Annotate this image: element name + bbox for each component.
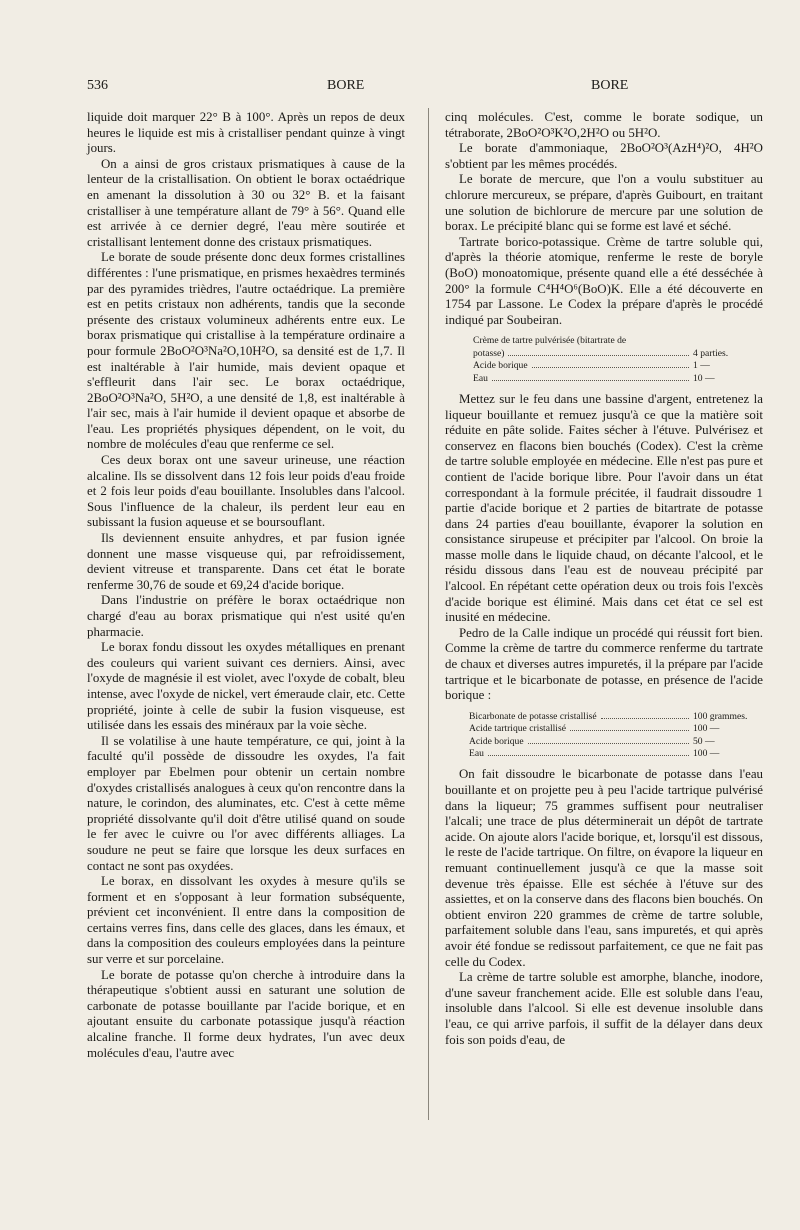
ingredient-name: Acide borique: [469, 735, 524, 747]
right-paragraphs-top: [445, 110, 763, 328]
ingredient-quantity: 10 —: [693, 372, 715, 384]
ingredient-name: Bicarbonate de potasse cristallisé: [469, 710, 597, 722]
dot-leader: [508, 354, 689, 356]
ingredient-quantity: 1 —: [693, 360, 710, 372]
recipe-table-tartre: [473, 335, 741, 385]
paragraph: Le borax fondu dissout les oxydes métalliques en prenant des couleurs qui varient suivant ces derniers. Ainsi, avec l'oxyde de magnésie il est violet, avec l'oxyde de cobalt, bleu intense, avec l'oxyde de nickel, vert émeraude clair, etc. Cette propriété, jointe à celle de subir la fusion visqueuse, est utilisée dans les essais des minéraux par la voie sèche.: [87, 640, 405, 733]
paragraph: Pedro de la Calle indique un procédé qui réussit fort bien. Comme la crème de tartre du commerce renferme du tartrate de chaux et diverses autres impuretés, il la prépare par l'acide tartrique et le bicarbonate de potasse, en présence de l'acide borique :: [445, 625, 763, 703]
paragraph: La crème de tartre soluble est amorphe, blanche, inodore, d'une saveur franchement acide. Elle est soluble dans l'eau, insoluble dans l'alcool. Si elle est devenue insoluble dans l'eau, ce qui arrive parfois, il suffit de la délayer dans deux fois son poids d'eau, de: [445, 970, 763, 1047]
ingredient-name: potasse): [473, 347, 505, 359]
paragraph: Le borate de potasse qu'on cherche à introduire dans la thérapeutique s'obtient aussi en saturant une solution de carbonate de potasse bouillante par l'acide borique, et en ajoutant ensuite du carbonate potassique jusqu'à réaction alcaline franche. Il forme deux hydrates, l'un avec deux molécules d'eau, l'autre avec: [87, 967, 405, 1060]
paragraph: liquide doit marquer 22° B à 100°. Après un repos de deux heures le liquide est mis à cristalliser pendant quinze à vingt jours.: [87, 110, 405, 156]
right-paragraphs-bottom: [445, 767, 763, 1048]
recipe-row: [473, 348, 741, 360]
right-paragraphs-middle: [445, 392, 763, 704]
ingredient-name: Eau: [469, 748, 484, 760]
paragraph: Le borate de mercure, que l'on a voulu substituer au chlorure mercureux, se prépare, d'après Guibourt, en traitant une solution de bichlorure de mercure par une solution de borax. Le précipité blanc qui se forme est lavé et séché.: [445, 172, 763, 234]
recipe-table-pedro: [469, 711, 755, 761]
dot-leader: [528, 742, 689, 744]
ingredient-quantity: 100 —: [693, 723, 720, 735]
column-divider: [428, 108, 429, 1120]
running-title-left: BORE: [327, 78, 365, 93]
dot-leader: [492, 379, 689, 381]
ingredient-quantity: 100 grammes.: [693, 710, 748, 722]
right-column: [445, 110, 763, 1048]
recipe-row: [473, 360, 741, 372]
recipe-row: [473, 373, 741, 385]
paragraph: Le borax, en dissolvant les oxydes à mesure qu'ils se forment et en s'opposant à leur formation subséquente, prévient cet inconvénient. Il entre dans la composition de certains verres fins, dans celle des glaces, dans les émaux, et dans la composition des couleurs employées dans la peinture sur verre et sur porcelaine.: [87, 874, 405, 967]
ingredient-quantity: 50 —: [693, 735, 715, 747]
left-column: [87, 110, 405, 1061]
ingredient-name: Eau: [473, 372, 488, 384]
paragraph: Le borate de soude présente donc deux formes cristallines différentes : l'une prismatique, en prismes hexaèdres terminés par des pyramides trièdres, l'autre octaédrique. La première est en petits cristaux non adhérents, tandis que la seconde présente des cristaux volumineux adhérents entre eux. Le borax prismatique qui cristallise à la température ordinaire a pour formule 2BoO²O³Na²O,10H²O, sa densité est de 1,7. Il est inaltérable à l'air humide, mais devient opaque et s'effleurit dans l'air sec. Le borax octaédrique, 2BoO²O³Na²O, 5H²O, a une densité de 1,8, est inaltérable à l'air sec, mais à l'air humide il devient opaque et absorbe de l'eau. Les propriétés physiques dépendent, on le voit, du nombre de molécules d'eau que renferme ce sel.: [87, 250, 405, 452]
paragraph: Le borate d'ammoniaque, 2BoO²O³(AzH⁴)²O, 4H²O s'obtient par les mêmes procédés.: [445, 141, 763, 171]
dot-leader: [570, 729, 689, 731]
dot-leader: [532, 366, 689, 368]
recipe-row: [469, 748, 755, 760]
paragraph: On fait dissoudre le bicarbonate de potasse dans l'eau bouillante et on projette peu à peu l'acide tartrique pulvérisé dans la liqueur; 75 grammes suffisent pour neutraliser l'alcali; une trace de plus déterminerait un dépôt de tartrate acide. On ajoute alors l'acide borique, et, lorsqu'il est dissous, le reste de l'acide tartrique. On filtre, on évapore la liqueur en remuant continuellement jusqu'à ce que la masse soit devenue très épaisse. Elle est séchée à l'étuve sur des assiettes, et on la conserve dans des flacons bien bouchés. On obtient environ 220 grammes de crème de tartre soluble, parfaitement soluble dans l'eau, sans impuretés, et qui après avoir été fondue se redissout parfaitement, ce que ne fait pas celle du Codex.: [445, 767, 763, 969]
ingredient-name: Acide tartrique cristallisé: [469, 723, 566, 735]
recipe-row: [469, 723, 755, 735]
paragraph: Il se volatilise à une haute température, ce qui, joint à la faculté qu'il possède de dissoudre les oxydes, l'a fait employer par Ebelmen pour obtenir un certain nombre d'oxydes cristallisés analogues à ceux qu'on rencontre dans la nature, le corindon, des aluminates, etc. C'est à cette même propriété dissolvante qu'il doit d'être utilisé quand on soude le fer avec le cuivre ou l'or avec différents alliages. La soudure ne peut se faire que lorsque les deux surfaces en contact ne sont pas oxydées.: [87, 733, 405, 873]
ingredient-quantity: 4 parties.: [693, 347, 729, 359]
paragraph: Ils deviennent ensuite anhydres, et par fusion ignée donnent une masse visqueuse qui, par refroidissement, devient vitreuse et transparente. Dans cet état le borate renferme 30,76 de soude et 69,24 d'acide borique.: [87, 531, 405, 592]
ingredient-name: Crème de tartre pulvérisée (bitartrate de: [473, 335, 627, 347]
ingredient-quantity: 100 —: [693, 748, 720, 760]
paragraph: cinq molécules. C'est, comme le borate sodique, un tétraborate, 2BoO²O³K²O,2H²O ou 5H²O.: [445, 110, 763, 140]
running-title-right: BORE: [591, 78, 629, 93]
paragraph: Tartrate borico-potassique. Crème de tartre soluble qui, d'après la théorie atomique, renferme le reste de boryle (BoO) monoatomique, présente quand elle a été desséchée à 200° la formule C⁴H⁴O⁶(BoO)K. Elle a été découverte en 1754 par Lassone. Le Codex la prépare d'après le procédé indiqué par Soubeiran.: [445, 234, 763, 327]
ingredient-name: Acide borique: [473, 360, 528, 372]
recipe-row: [469, 711, 755, 723]
page-number: 536: [87, 78, 108, 93]
dot-leader: [601, 717, 689, 719]
dot-leader: [488, 754, 689, 756]
paragraph: Dans l'industrie on préfère le borax octaédrique non chargé d'eau au borax prismatique qui n'est usité qu'en pharmacie.: [87, 593, 405, 639]
recipe-row: [469, 736, 755, 748]
paragraph: Ces deux borax ont une saveur urineuse, une réaction alcaline. Ils se dissolvent dans 12 fois leur poids d'eau froide et 2 fois leur poids d'eau bouillante. Insolubles dans l'alcool. Sous l'influence de la chaleur, ils perdent leur eau en subissant la fusion aqueuse et se boursouflant.: [87, 453, 405, 530]
paragraph: Mettez sur le feu dans une bassine d'argent, entretenez la liqueur bouillante et remuez jusqu'à ce que la matière soit réduite en pâte solide. Faites sécher à l'étuve. Pulvérisez et conservez en flacons bien bouchés (Codex). C'est la crème de tartre soluble employée en médecine. Elle n'est pas pure et contient de l'acide borique libre. Pour l'avoir dans un état correspondant à la formule précitée, il faudrait dissoudre 1 partie d'acide borique et 2 parties de bitartrate de potasse dans 24 parties d'eau bouillante, évaporer la solution en consistance sirupeuse et précipiter par l'alcool. On broie la masse molle dans le liquide chaud, on décante l'alcool, et le résidu dissous dans l'eau est de nouveau précipité par l'alcool. En répétant cette opération deux ou trois fois l'excès d'acide borique est éliminé. Mais dans cet état ce sel est inusité en médecine.: [445, 391, 763, 625]
running-header: [87, 78, 750, 98]
recipe-row: [473, 335, 741, 347]
paragraph: On a ainsi de gros cristaux prismatiques à cause de la lenteur de la cristallisation. On obtient le borax octaédrique en amenant la dissolution à 30 ou 32° B. et la faisant cristalliser à une température allant de 79° à 56°. Quand elle est arrivée à ce dernier degré, l'eau mère soutirée et cristallisant lentement donne des cristaux prismatiques.: [87, 156, 405, 249]
